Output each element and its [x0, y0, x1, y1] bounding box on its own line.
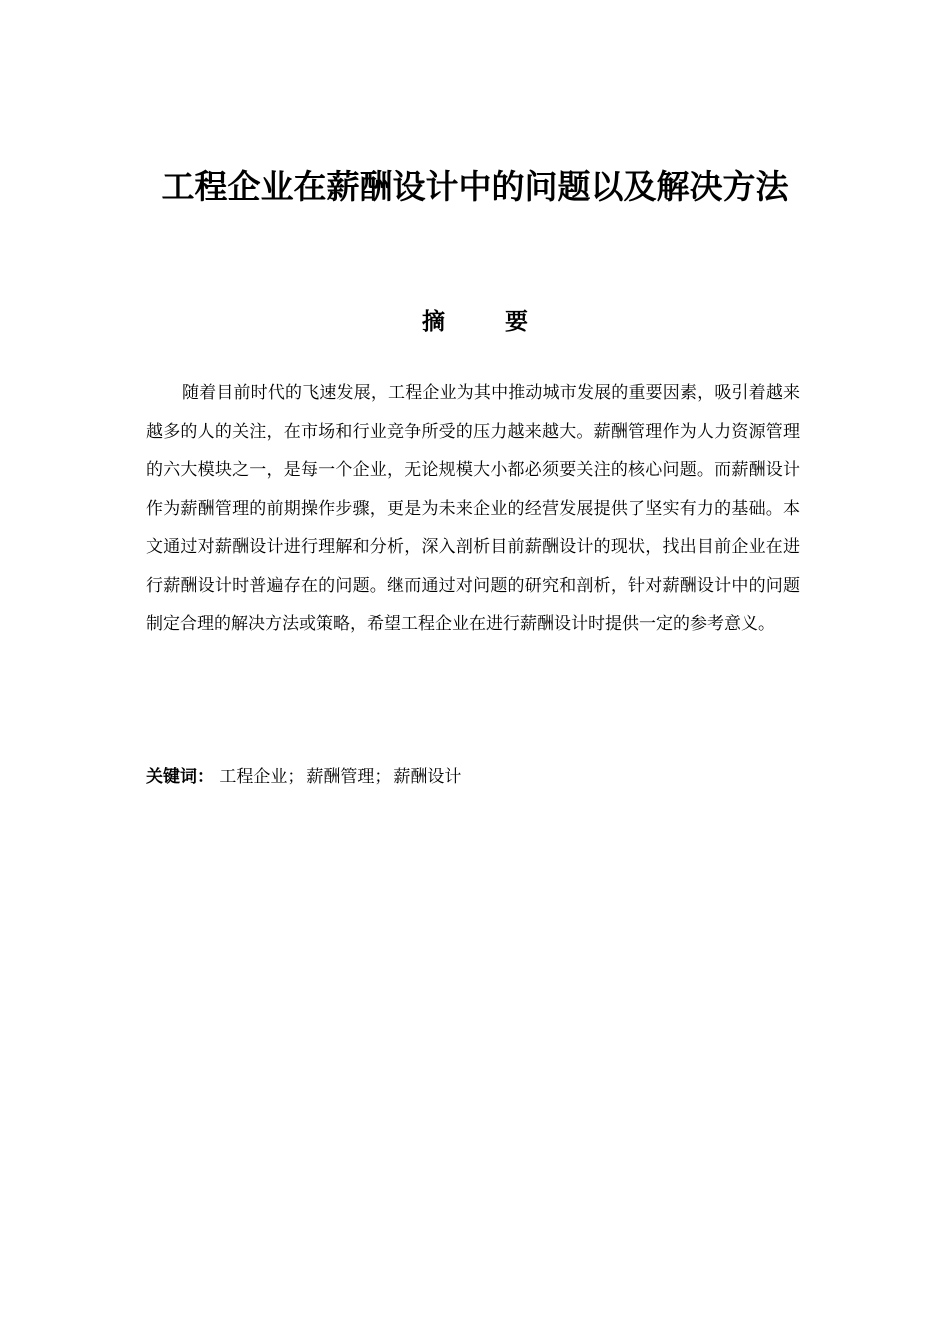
abstract-heading: 摘 要 [421, 309, 554, 335]
keyword-separator: ； [374, 767, 392, 787]
keywords-line [146, 760, 800, 794]
keyword-separator: ； [287, 767, 305, 787]
keyword-item: 薪酬管理 [306, 767, 375, 787]
document-title: 工程企业在薪酬设计中的问题以及解决方法 [161, 167, 789, 206]
abstract-body: 随着目前时代的飞速发展，工程企业为其中推动城市发展的重要因素，吸引着越来越多的人的关注，在市场和行业竞争所受的压力越来越大。薪酬管理作为人力资源管理的六大模块之一，是每一个企业，无论规模大小都必须要关注的核心问题。而薪酬设计作为薪酬管理的前期操作步骤，更是为未来企业的经营发展提供了坚实有力的基础。本文通过对薪酬设计进行理解和分析，深入剖析目前薪酬设计的现状，找出目前企业在进行薪酬设计时普遍存在的问题。继而通过对问题的研究和剖析，针对薪酬设计中的问题制定合理的解决方法或策略，希望工程企业在进行薪酬设计时提供一定的参考意义。 [146, 383, 800, 634]
keyword-item: 薪酬设计 [393, 767, 462, 787]
keywords-label: 关键词： [146, 767, 214, 787]
keyword-item: 工程企业 [219, 767, 288, 787]
